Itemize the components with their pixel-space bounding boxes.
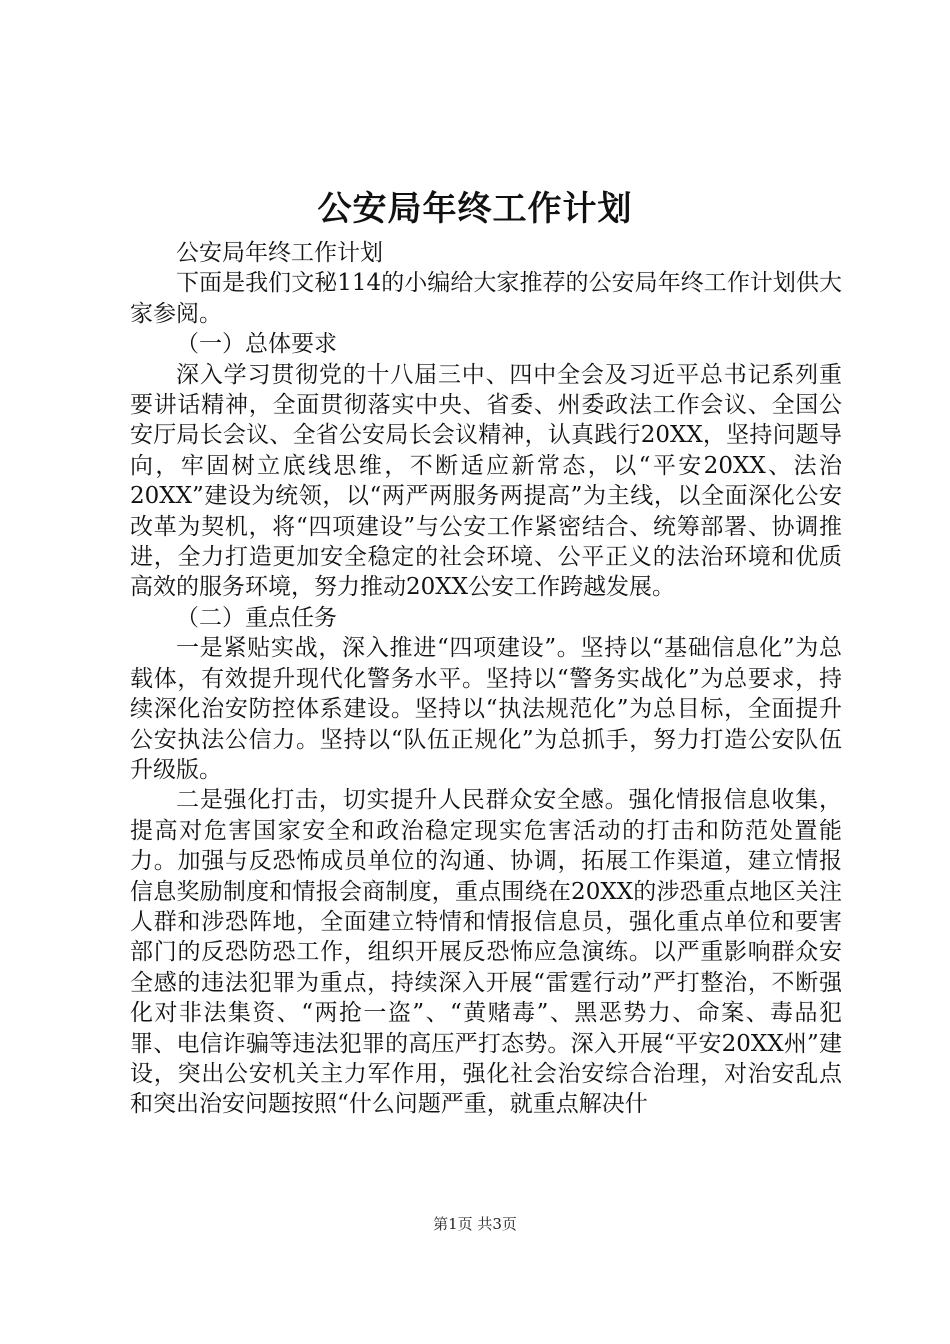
- document-title: 公安局年终工作计划: [317, 189, 633, 229]
- document-body: [130, 238, 842, 1120]
- paragraph-intro: 下面是我们文秘114的小编给大家推荐的公安局年终工作计划供大家参阅。: [130, 270, 842, 327]
- paragraph-general-requirements: 深入学习贯彻党的十八届三中、四中全会及习近平总书记系列重要讲话精神，全面贯彻落实中央、省委、州委政法工作会议、全国公安厅局长会议、全省公安局长会议精神，认真践行20XX，坚持问题导向，牢固树立底线思维，不断适应新常态，以“平安20XX、法治20XX”建设为统领，以“两严两服务两提高”为主线，以全面深化公安改革为契机，将“四项建设”与公安工作紧密结合、统筹部署、协调推进，全力打造更加安全稳定的社会环境、公平正义的法治环境和优质高效的服务环境，努力推动20XX公安工作跨越发展。: [130, 361, 842, 601]
- section-heading-general-requirements: （一）总体要求: [176, 331, 337, 358]
- paragraph-task-one: 一是紧贴实战，深入推进“四项建设”。坚持以“基础信息化”为总载体，有效提升现代化警务水平。坚持以“警务实战化”为总要求，持续深化治安防控体系建设。坚持以“执法规范化”为总目标，全面提升公安执法公信力。坚持以“队伍正规化”为总抓手，努力打造公安队伍升级版。: [130, 635, 842, 783]
- paragraph-task-two: 二是强化打击，切实提升人民群众安全感。强化情报信息收集，提高对危害国家安全和政治稳定现实危害活动的打击和防范处置能力。加强与反恐怖成员单位的沟通、协调，拓展工作渠道，建立情报信息奖励制度和情报会商制度，重点围绕在20XX的涉恐重点地区关注人群和涉恐阵地，全面建立特情和情报信息员，强化重点单位和要害部门的反恐防恐工作，组织开展反恐怖应急演练。以严重影响群众安全感的违法犯罪为重点，持续深入开展“雷霆行动”严打整治，不断强化对非法集资、“两抢一盗”、“黄赌毒”、黑恶势力、命案、毒品犯罪、电信诈骗等违法犯罪的高压严打态势。深入开展“平安20XX州”建设，突出公安机关主力军作用，强化社会治安综合治理，对治安乱点和突出治安问题按照“什么问题严重，就重点解决什: [130, 787, 842, 1118]
- paragraph-subtitle: 公安局年终工作计划: [176, 240, 383, 266]
- section-heading-key-tasks: （二）重点任务: [176, 604, 337, 631]
- page-number-footer: 第1页 共3页: [433, 1215, 517, 1233]
